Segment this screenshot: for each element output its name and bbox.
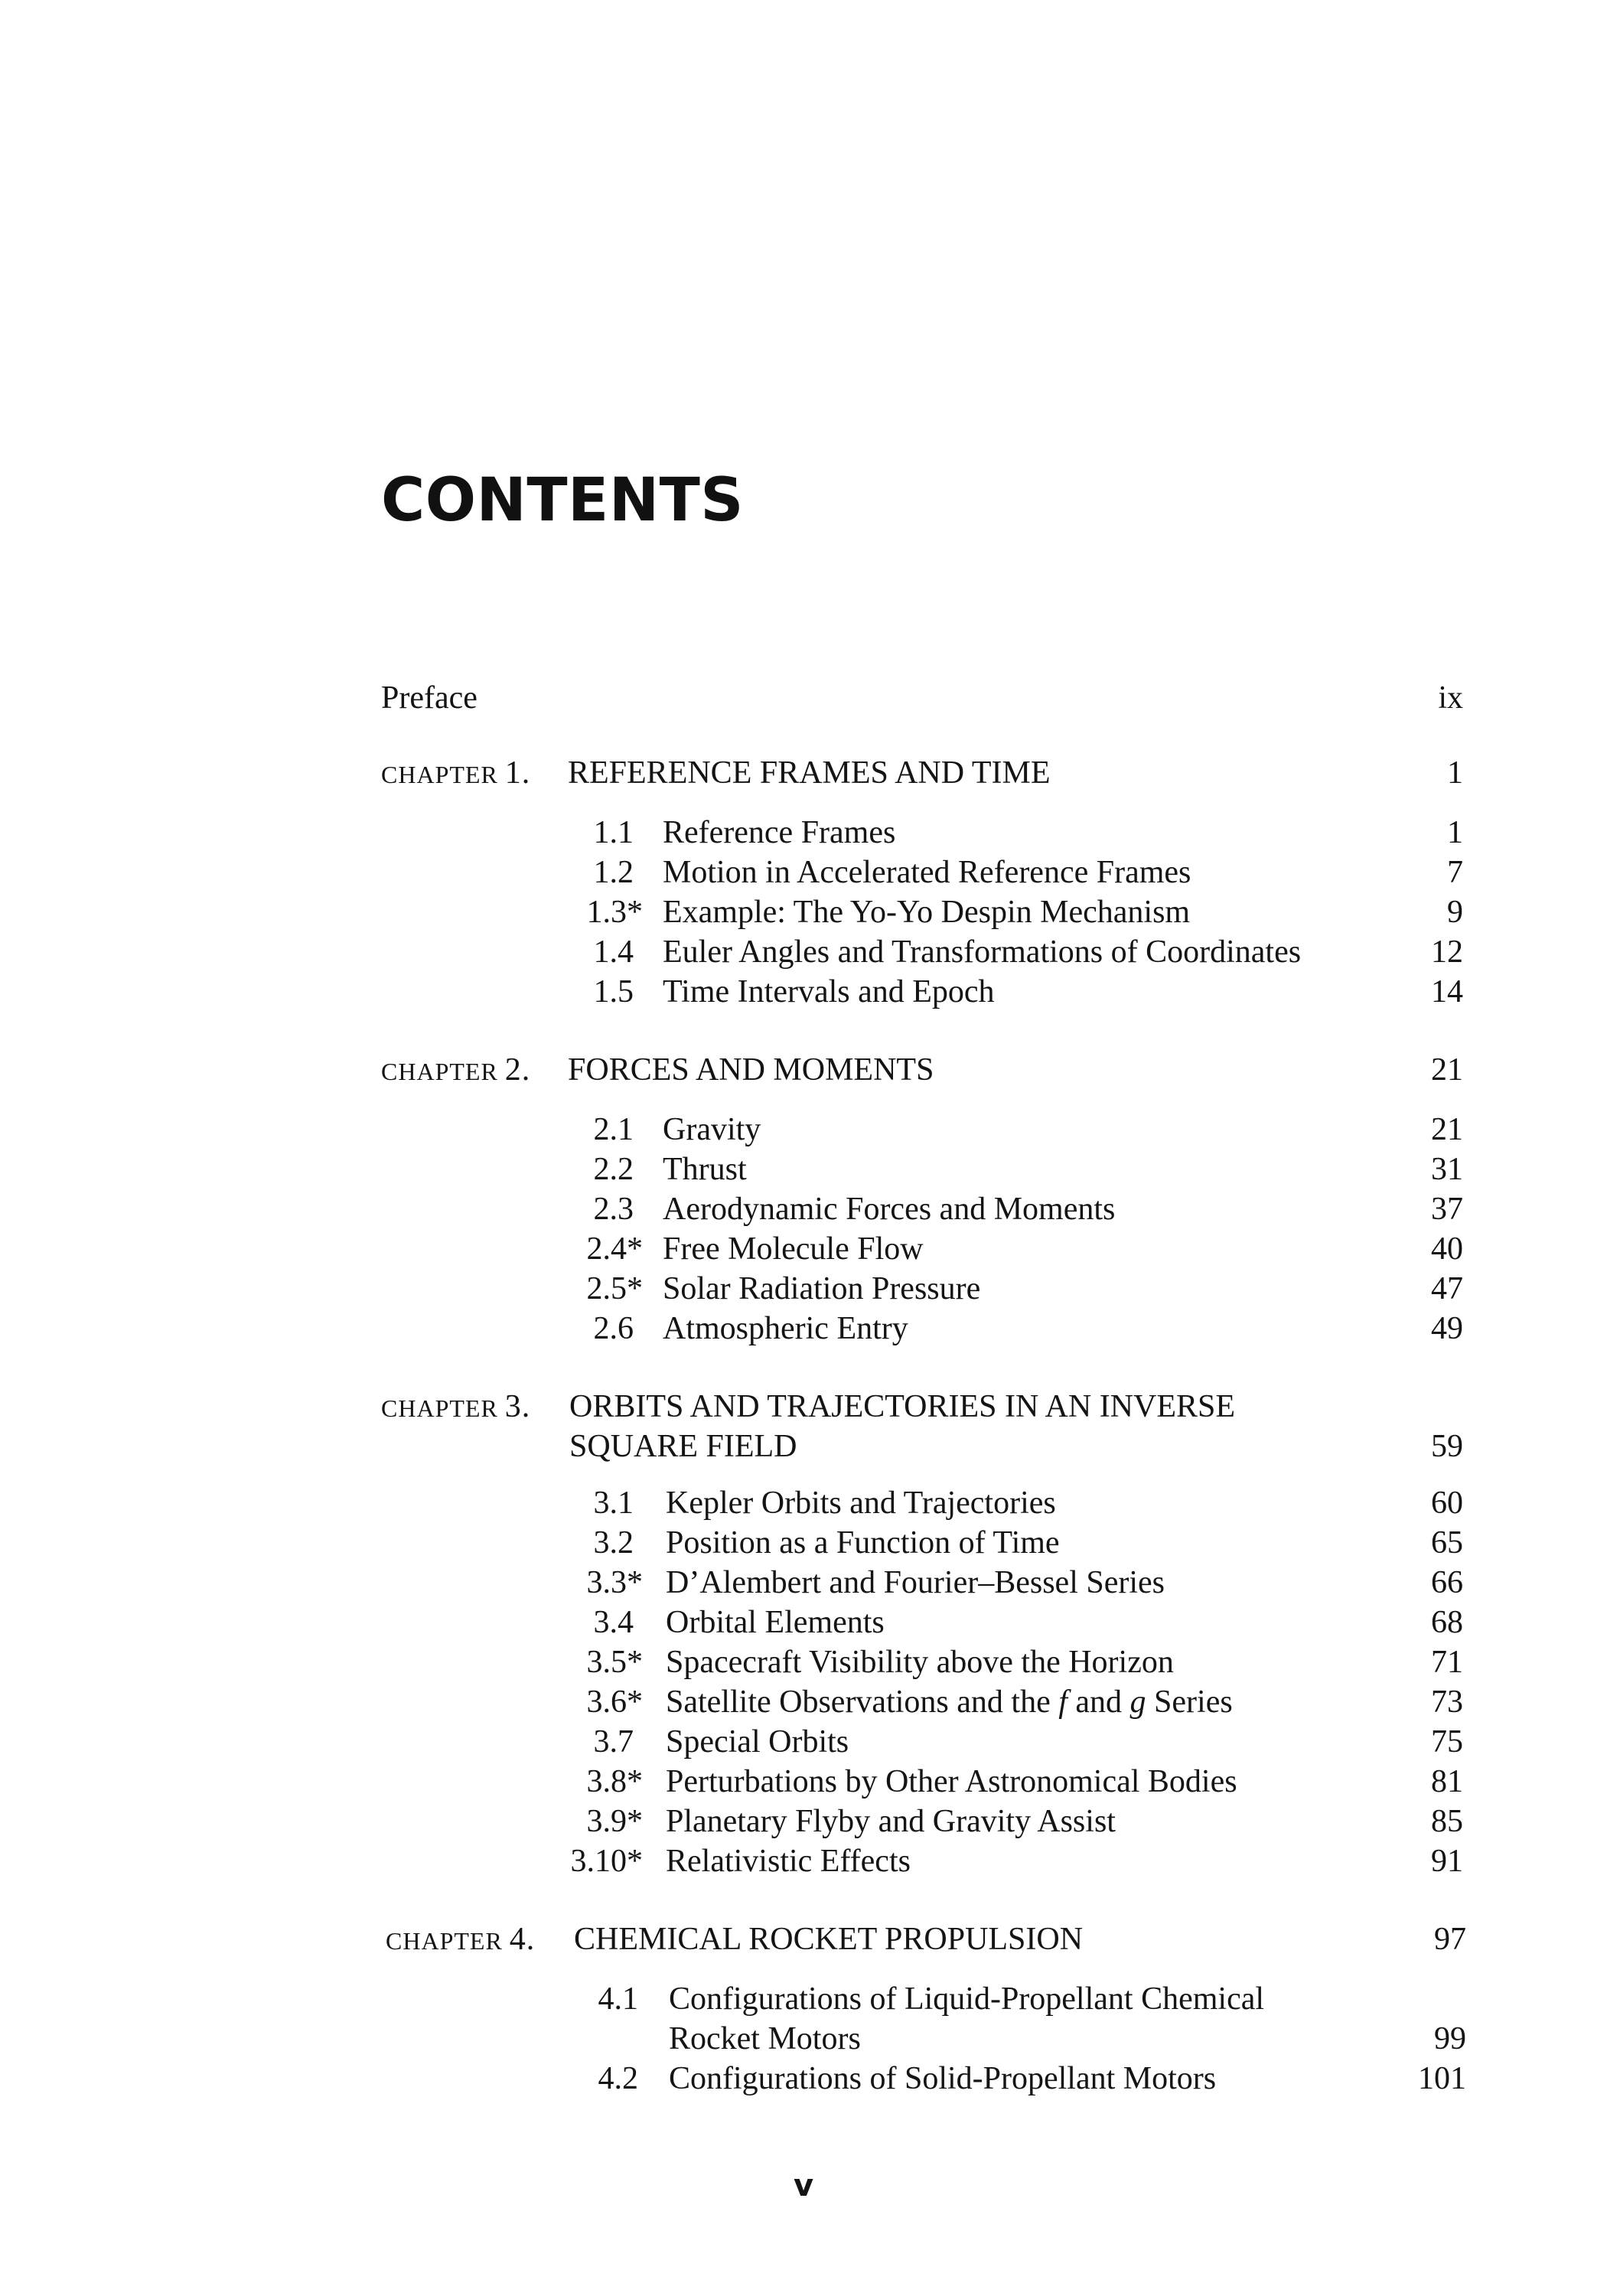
chapter-3-title-line1: ORBITS AND TRAJECTORIES IN AN INVERSE (569, 1389, 1236, 1424)
chapter-1-title: REFERENCE FRAMES AND TIME (568, 755, 1051, 791)
chapter-4-page: 97 (1434, 1922, 1466, 1957)
chapter-3-page: 59 (1431, 1429, 1463, 1464)
chapter-3-label: CHAPTER 3. (381, 1389, 531, 1424)
preface-label: Preface (381, 680, 478, 716)
chapter-1-page: 1 (1447, 755, 1463, 791)
page-title: CONTENTS (381, 466, 744, 535)
page-number: v (793, 2168, 814, 2203)
chapter-4-label: CHAPTER 4. (386, 1922, 536, 1957)
chapter-2-title: FORCES AND MOMENTS (568, 1052, 934, 1088)
chapter-2-label: CHAPTER 2. (381, 1052, 531, 1088)
preface-page: ix (1438, 680, 1463, 716)
chapter-3-title-line2: SQUARE FIELD (569, 1429, 797, 1464)
chapter-4-title: CHEMICAL ROCKET PROPULSION (574, 1922, 1084, 1957)
table-of-contents: Preface ix CHAPTER 1. REFERENCE FRAMES AND TIME 1 1.1 Reference Frames 1 1.2 Motion in Accelerated Reference Frames 7 1.3* Example: The Yo-Yo Despin Mechanism 9 1.4 Euler Angles and Transformations of Coordinates 12 1.5 Time Intervals and Epoch 14 CHAPTER 2. FORCES AND MOMENTS 21 2.1 Gravity 21 2.2 Thrust 31 2.3 Aerodynamic Forces and Moments 37 2.4* Free Molecule Flow 40 2.5* Solar Radiation Pressure 47 2.6 Atmospheric Entry 49 CHAPTER 3. ORBITS AND TRAJECTORIES IN AN INVERSE SQUARE FIELD 59 3.1 Kepler Orbits and Trajectories 60 3.2 Position as a Function of Time 65 3.3* D’Alembert and Fourier–Bessel Series 66 3.4 Orbital Elements 68 3.5* Spacecraft Visibility above the Horizon 71 3.6* Satellite Observations and the f and g Series 73 3.7 Special Orbits 75 3.8* Perturbations by Other Astronomical Bodies 81 3.9* Planetary Flyby and Gravity Assist 85 3.10* Relativistic Effects 91 CHAPTER 4. CHEMICAL ROCKET PROPULSION 97 4.1 Configurations of Liquid-Propellant Chemical Rocket Motors 99 4.2 Configurations of Solid-Propellant Motors 101 (0, 0, 1607, 2296)
chapter-1-label: CHAPTER 1. (381, 755, 531, 791)
chapter-2-page: 21 (1431, 1052, 1463, 1088)
